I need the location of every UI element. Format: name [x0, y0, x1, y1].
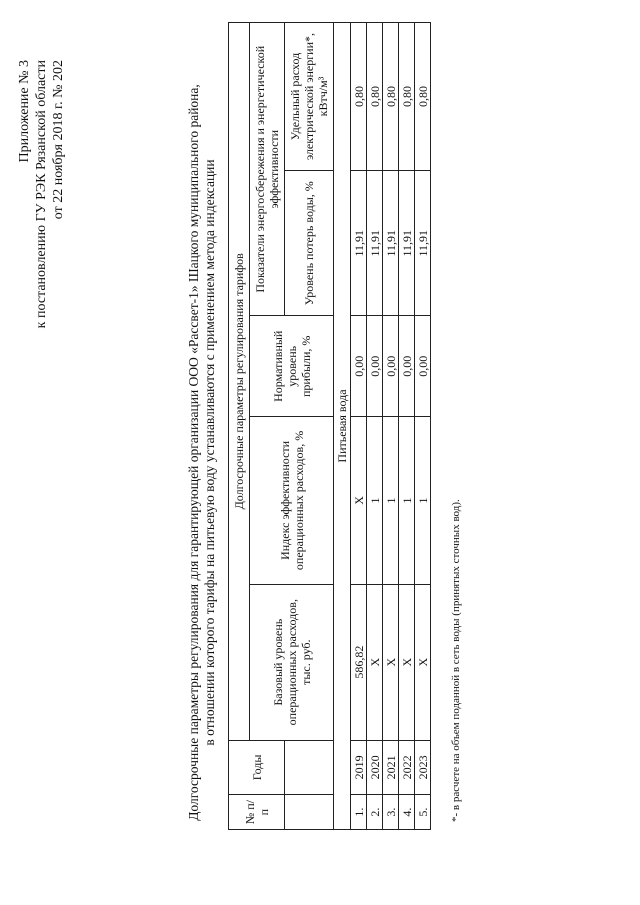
cell-energy-use: 0,80	[351, 23, 367, 171]
cell-water-loss: 11,91	[383, 170, 399, 315]
cell-profit-level: 0,00	[367, 316, 383, 417]
cell-water-loss: 11,91	[351, 170, 367, 315]
header-water-loss: Уровень потерь воды, %	[285, 170, 334, 315]
cell-year: 2021	[383, 740, 399, 795]
header-years: Годы	[229, 740, 285, 795]
cell-num: 1.	[351, 795, 367, 830]
header-efficiency-index: Индекс эффективности операционных расходов, %	[250, 417, 334, 585]
appendix-header	[16, 60, 67, 328]
cell-water-loss: 11,91	[399, 170, 415, 315]
cell-num: 3.	[383, 795, 399, 830]
cell-num: 5.	[415, 795, 431, 830]
cell-profit-level: 0,00	[351, 316, 367, 417]
resolution-reference: к постановлению ГУ РЭК Рязанской области	[34, 60, 49, 329]
header-profit-level: Нормативный уровень прибыли, %	[250, 316, 334, 417]
appendix-number: Приложение № 3	[17, 60, 32, 163]
cell-base-level: X	[415, 584, 431, 740]
section-label: Питьевая вода	[334, 23, 351, 830]
cell-profit-level: 0,00	[399, 316, 415, 417]
cell-num: 2.	[367, 795, 383, 830]
cell-year: 2020	[367, 740, 383, 795]
cell-energy-use: 0,80	[415, 23, 431, 171]
cell-num: 4.	[399, 795, 415, 830]
title-line-1: Долгосрочные параметры регулирования для гарантирующей организации ООО «Рассвет-1» Шацкого муниципального района,	[186, 84, 201, 821]
resolution-date: от 22 ноября 2018 г. № 202	[51, 60, 66, 220]
cell-year: 2019	[351, 740, 367, 795]
header-blank-num	[285, 795, 334, 830]
section-row	[334, 23, 351, 830]
table-row	[383, 23, 399, 830]
cell-water-loss: 11,91	[367, 170, 383, 315]
cell-base-level: X	[399, 584, 415, 740]
header-long-term-group: Долгосрочные параметры регулирования тарифов	[229, 23, 250, 741]
cell-energy-use: 0,80	[399, 23, 415, 171]
table-row	[351, 23, 367, 830]
table-header-row-2	[250, 23, 285, 830]
table-header-row-1	[229, 23, 250, 830]
cell-efficiency-index: X	[351, 417, 367, 585]
header-energy-use: Удельный расход электрической энергии*, кВтч/м³	[285, 23, 334, 171]
cell-base-level: X	[383, 584, 399, 740]
cell-base-level: X	[367, 584, 383, 740]
cell-year: 2022	[399, 740, 415, 795]
header-energy-group: Показатели энергосбережения и энергетической эффективности	[250, 23, 285, 316]
header-blank-years	[285, 740, 334, 795]
cell-efficiency-index: 1	[367, 417, 383, 585]
header-num: № п/п	[229, 795, 285, 830]
footnote: *- в расчете на объем поданной в сеть воды (принятых сточных вод).	[450, 499, 462, 822]
table-row	[367, 23, 383, 830]
cell-efficiency-index: 1	[415, 417, 431, 585]
title-line-2: в отношении которого тарифы на питьевую воду устанавливаются с применением метода индексации	[202, 159, 217, 746]
table-row	[399, 23, 415, 830]
cell-base-level: 586,82	[351, 584, 367, 740]
tariff-parameters-table	[228, 22, 431, 830]
document-title	[186, 30, 218, 875]
cell-energy-use: 0,80	[383, 23, 399, 171]
cell-profit-level: 0,00	[383, 316, 399, 417]
cell-energy-use: 0,80	[367, 23, 383, 171]
cell-efficiency-index: 1	[383, 417, 399, 585]
cell-water-loss: 11,91	[415, 170, 431, 315]
table-row	[415, 23, 431, 830]
cell-profit-level: 0,00	[415, 316, 431, 417]
cell-efficiency-index: 1	[399, 417, 415, 585]
cell-year: 2023	[415, 740, 431, 795]
header-base-level: Базовый уровень операционных расходов, тыс. руб.	[250, 584, 334, 740]
